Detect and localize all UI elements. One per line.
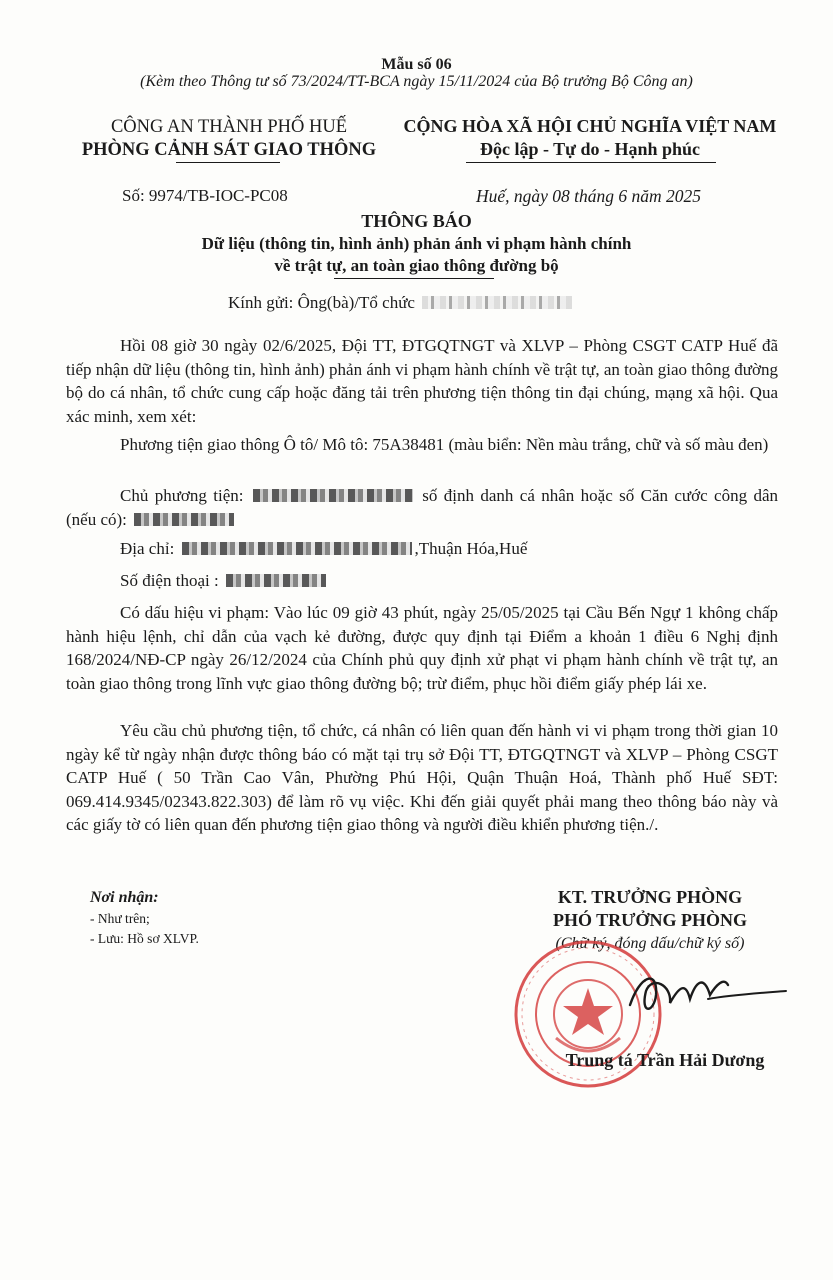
document-subtitle-2: về trật tự, an toàn giao thông đường bộ bbox=[274, 256, 559, 275]
vehicle-paragraph: Phương tiện giao thông Ô tô/ Mô tô: 75A38481 (màu biển: Nền màu trắng, chữ và số màu đen) bbox=[120, 435, 769, 454]
redacted-addressee bbox=[422, 296, 572, 309]
phone-paragraph bbox=[66, 569, 778, 593]
form-number: Mẫu số 06 bbox=[381, 56, 452, 73]
redacted-phone bbox=[226, 574, 326, 587]
place-date: Huế, ngày 08 tháng 6 năm 2025 bbox=[476, 186, 702, 206]
document-subtitle-1: Dữ liệu (thông tin, hình ảnh) phản ánh vi phạm hành chính bbox=[201, 234, 632, 253]
owner-label: Chủ phương tiện: bbox=[120, 486, 244, 505]
recipients-heading: Nơi nhận: bbox=[90, 889, 159, 906]
addressee-label: Kính gửi: Ông(bà)/Tổ chức bbox=[228, 293, 415, 312]
issuer-line1: CÔNG AN THÀNH PHỐ HUẾ bbox=[110, 117, 348, 137]
nation-line2: Độc lập - Tự do - Hạnh phúc bbox=[479, 139, 701, 159]
signer-name: Trung tá Trần Hải Dương bbox=[565, 1050, 765, 1070]
nation-line1: CỘNG HÒA XÃ HỘI CHỦ NGHĨA VIỆT NAM bbox=[403, 116, 777, 136]
signer-title-1: KT. TRƯỞNG PHÒNG bbox=[557, 887, 743, 907]
redacted-address bbox=[182, 542, 412, 555]
handwritten-signature-icon bbox=[600, 955, 790, 1035]
document-number: Số: 9974/TB-IOC-PC08 bbox=[122, 186, 288, 205]
owner-paragraph bbox=[66, 484, 778, 531]
subtitle-underline bbox=[334, 278, 494, 279]
address-label: Địa chỉ: bbox=[120, 539, 175, 558]
phone-label: Số điện thoại : bbox=[120, 571, 219, 590]
issuer-underline bbox=[176, 162, 280, 163]
violation-paragraph: Có dấu hiệu vi phạm: Vào lúc 09 giờ 43 phút, ngày 25/05/2025 tại Cầu Bến Ngự 1 không chấp hành hiệu lệnh, chỉ dẫn của vạch kẻ đường, được quy định tại Điểm a khoản 1 điều 6 Nghị định 168/2024/NĐ-CP ngày 26/12/2024 của Chính phủ quy định xử phạt vi phạm hành chính về trật tự, an toàn giao thông trong lĩnh vực giao thông đường bộ; trừ điểm, phục hồi điểm giấy phép lái xe. bbox=[66, 603, 778, 693]
request-paragraph: Yêu cầu chủ phương tiện, tổ chức, cá nhân có liên quan đến hành vi vi phạm trong thời gian 10 ngày kể từ ngày nhận được thông báo có mặt tại trụ sở Đội TT, ĐTGQTNGT và XLVP – Phòng CSGT CATP Huế ( 50 Trần Cao Vân, Phường Phú Hội, Quận Thuận Hoá, Thành phố Huế SĐT: 069.414.9345/02343.822.303) để làm rõ vụ việc. Khi đến giải quyết phải mang theo thông báo này và các giấy tờ có liên quan đến phương tiện giao thông và người điều khiển phương tiện./. bbox=[66, 721, 778, 834]
address-paragraph bbox=[66, 537, 778, 561]
recipient-item: - Như trên; bbox=[90, 911, 150, 926]
signature-note: (Chữ ký, đóng dấu/chữ ký số) bbox=[555, 935, 745, 952]
recipient-item: - Lưu: Hồ sơ XLVP. bbox=[90, 931, 199, 946]
addressee-line bbox=[228, 293, 575, 313]
owner-id-text: số định danh cá nhân hoặc số Căn cước công dân (nếu có): bbox=[66, 486, 779, 529]
issuer-line2: PHÒNG CẢNH SÁT GIAO THÔNG bbox=[81, 140, 377, 160]
address-tail: ,Thuận Hóa,Huế bbox=[414, 539, 528, 558]
redacted-owner-name bbox=[253, 489, 413, 502]
intro-paragraph: Hồi 08 giờ 30 ngày 02/6/2025, Đội TT, ĐTGQTNGT và XLVP – Phòng CSGT CATP Huế đã tiếp nhận dữ liệu (thông tin, hình ảnh) phản ánh vi phạm hành chính về trật tự, an toàn giao thông đường bộ do cá nhân, tổ chức cung cấp hoặc đăng tải trên phương tiện thông tin đại chúng, mạng xã hội. Qua xác minh, xem xét: bbox=[66, 336, 778, 426]
signer-title-2: PHÓ TRƯỞNG PHÒNG bbox=[552, 910, 747, 930]
nation-underline bbox=[466, 162, 716, 163]
redacted-owner-id bbox=[134, 513, 234, 526]
form-reference: (Kèm theo Thông tư số 73/2024/TT-BCA ngày 15/11/2024 của Bộ trưởng Bộ Công an) bbox=[140, 73, 693, 90]
document-title: THÔNG BÁO bbox=[361, 211, 472, 231]
